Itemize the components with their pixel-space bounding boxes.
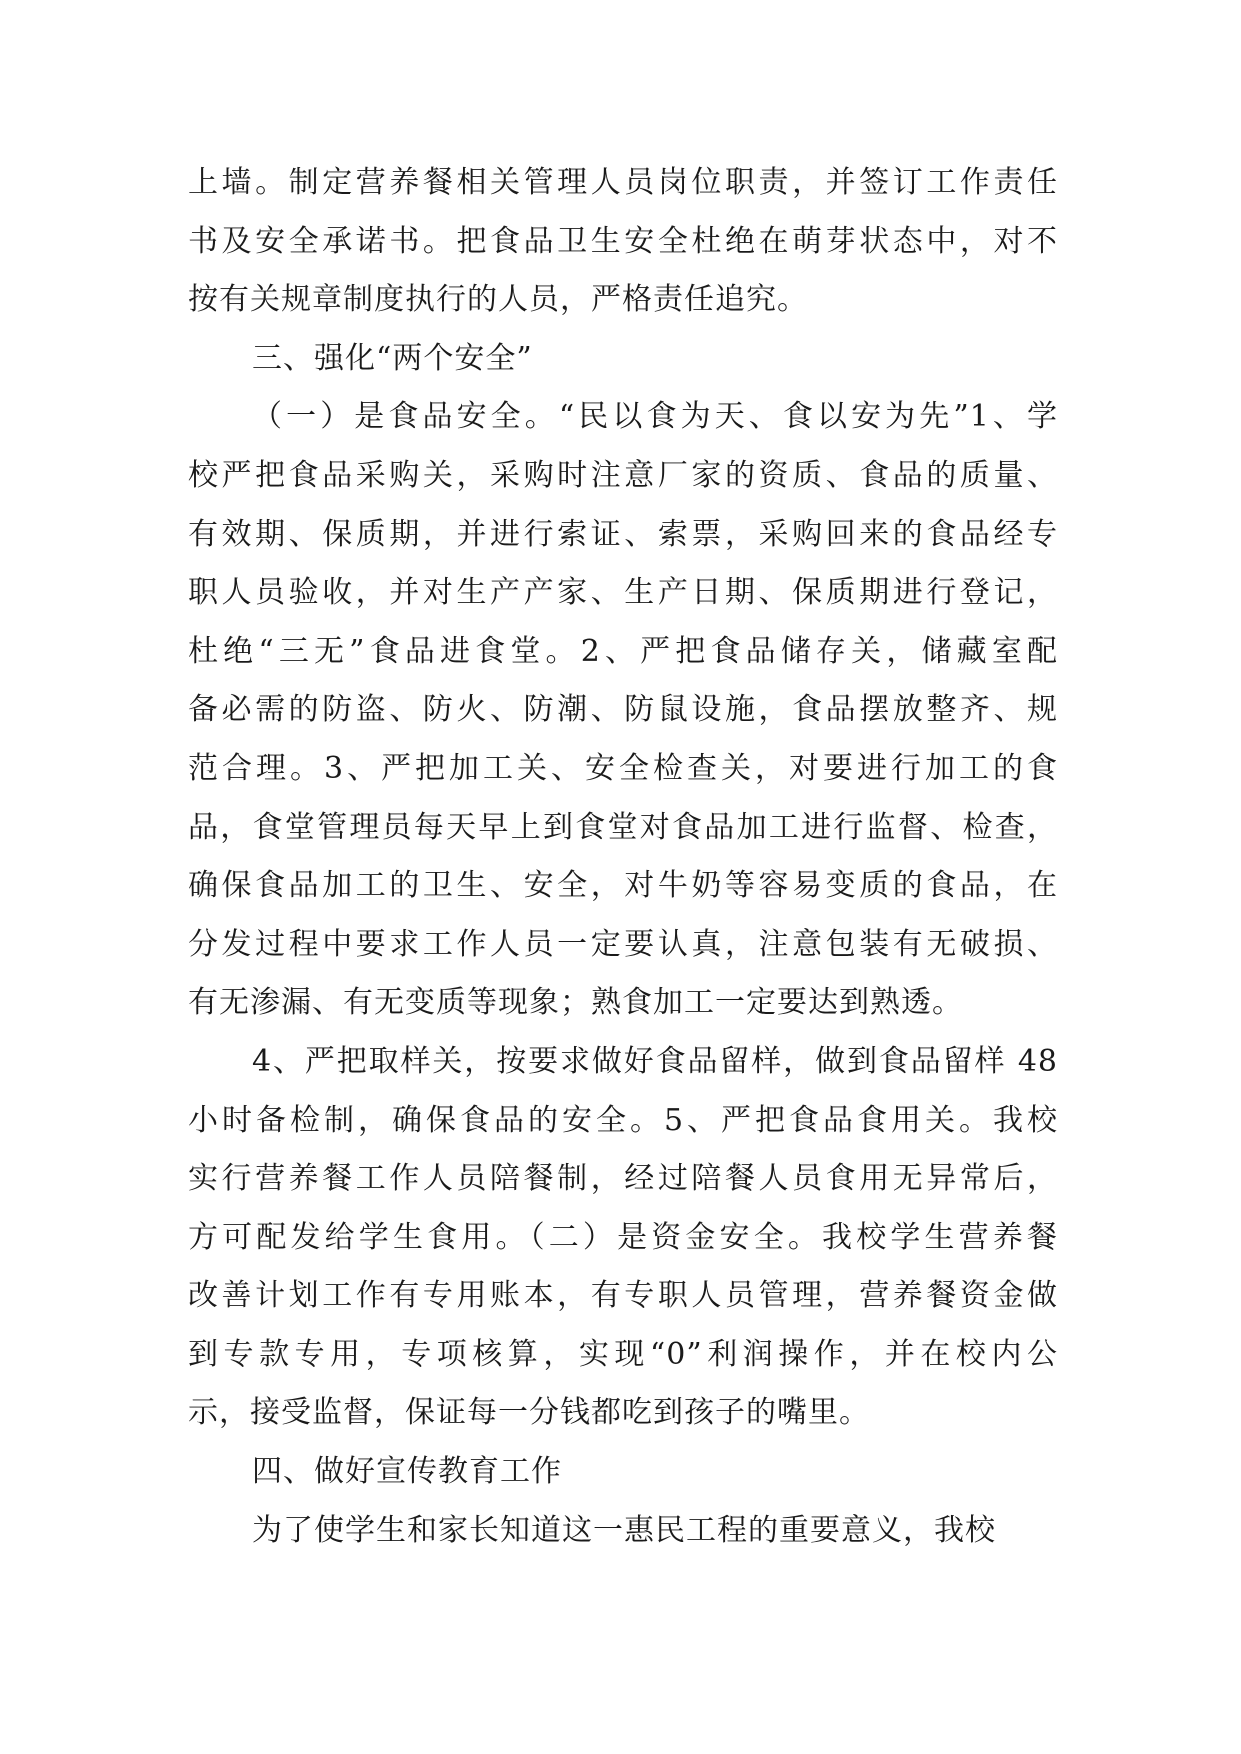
text-line: 4、严把取样关，按要求做好食品留样，做到食品留样 48 (252, 1043, 1058, 1079)
text-line: 分发过程中要求工作人员一定要认真，注意包装有无破损、 (188, 926, 1058, 962)
text-line: 按有关规章制度执行的人员，严格责任追究。 (188, 282, 808, 318)
text-line: 书及安全承诺书。把食品卫生安全杜绝在萌芽状态中，对不 (188, 223, 1058, 259)
text-line: 有无渗漏、有无变质等现象；熟食加工一定要达到熟透。 (188, 985, 963, 1021)
text-line: 到专款专用，专项核算，实现“0”利润操作，并在校内公 (188, 1336, 1058, 1372)
text-line: 小时备检制，确保食品的安全。5、严把食品食用关。我校 (188, 1102, 1058, 1138)
text-line: 有效期、保质期，并进行索证、索票，采购回来的食品经专 (188, 516, 1058, 552)
text-line: 范合理。3、严把加工关、安全检查关，对要进行加工的食 (188, 750, 1058, 786)
text-line: 实行营养餐工作人员陪餐制，经过陪餐人员食用无异常后， (188, 1161, 1058, 1197)
text-line: 确保食品加工的卫生、安全，对牛奶等容易变质的食品，在 (188, 868, 1058, 904)
text-line: 备必需的防盗、防火、防潮、防鼠设施，食品摆放整齐、规 (188, 692, 1058, 728)
text-line: 职人员验收，并对生产产家、生产日期、保质期进行登记， (188, 575, 1058, 611)
text-line: 示，接受监督，保证每一分钱都吃到孩子的嘴里。 (188, 1395, 870, 1431)
section-heading: 四、做好宣传教育工作 (252, 1454, 562, 1490)
text-line: 为了使学生和家长知道这一惠民工程的重要意义，我校 (252, 1512, 996, 1548)
text-line: 改善计划工作有专用账本，有专职人员管理，营养餐资金做 (188, 1278, 1058, 1314)
text-line: 品，食堂管理员每天早上到食堂对食品加工进行监督、检查， (188, 809, 1058, 845)
text-line: 杜绝“三无”食品进食堂。2、严把食品储存关，储藏室配 (188, 633, 1058, 669)
section-heading: 三、强化“两个安全” (252, 340, 533, 376)
text-line: 上墙。制定营养餐相关管理人员岗位职责，并签订工作责任 (188, 165, 1058, 200)
document-body (188, 154, 1058, 1560)
text-line: （一）是食品安全。“民以食为天、食以安为先”1、学 (252, 399, 1058, 435)
text-line: 校严把食品采购关，采购时注意厂家的资质、食品的质量、 (188, 457, 1058, 493)
text-line: 方可配发给学生食用。（二）是资金安全。我校学生营养餐 (188, 1219, 1058, 1255)
